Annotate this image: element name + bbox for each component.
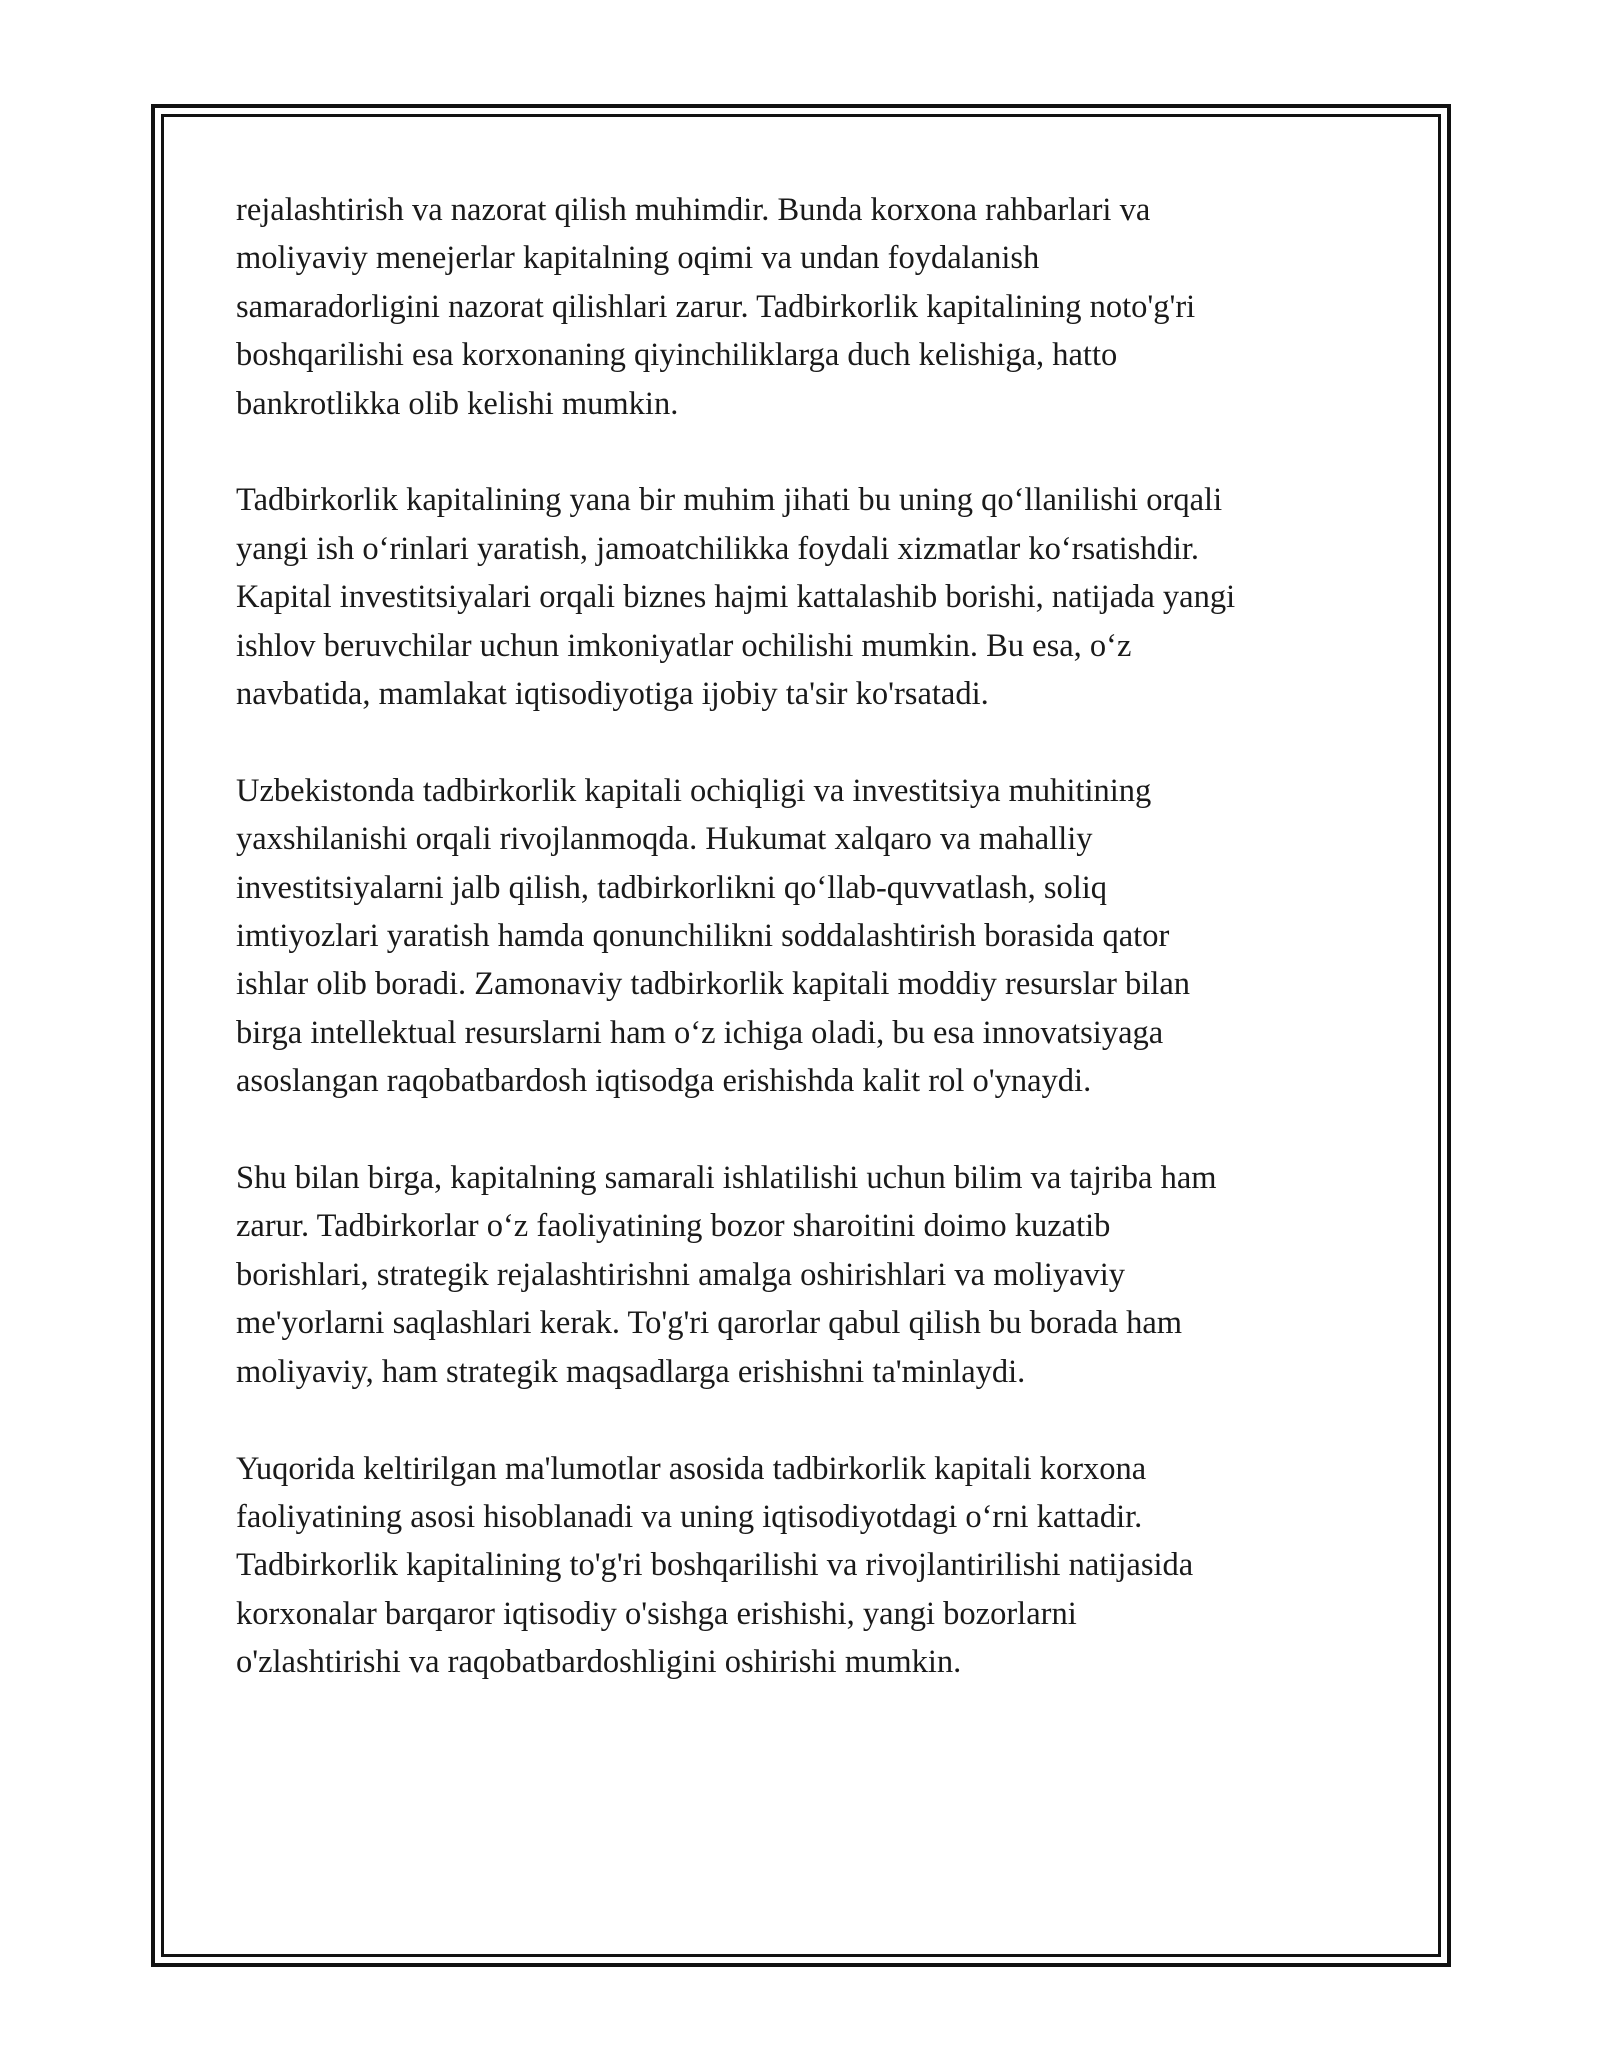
paragraph-2 bbox=[236, 476, 1406, 718]
text-line: yangi ish o‘rinlari yaratish, jamoatchilikka foydali xizmatlar ko‘rsatishdir. bbox=[236, 530, 1200, 567]
document-body bbox=[236, 186, 1406, 1735]
text-line: zarur. Tadbirkorlar o‘z faoliyatining bozor sharoitini doimo kuzatib bbox=[236, 1208, 1111, 1245]
text-line: Kapital investitsiyalari orqali biznes hajmi kattalashib borishi, natijada yangi bbox=[236, 579, 1236, 616]
paragraph-3 bbox=[236, 767, 1406, 1106]
text-line: ishlov beruvchilar uchun imkoniyatlar ochilishi mumkin. Bu esa, o‘z bbox=[236, 627, 1132, 664]
text-line: bankrotlikka olib kelishi mumkin. bbox=[236, 385, 679, 422]
paragraph-4 bbox=[236, 1154, 1406, 1396]
paragraph-1 bbox=[236, 186, 1406, 428]
text-line: asoslangan raqobatbardosh iqtisodga erishishda kalit rol o'ynaydi. bbox=[236, 1063, 1092, 1100]
text-line: faoliyatining asosi hisoblanadi va uning iqtisodiyotdagi o‘rni kattadir. bbox=[236, 1498, 1143, 1535]
text-line: yaxshilanishi orqali rivojlanmoqda. Hukumat xalqaro va mahalliy bbox=[236, 821, 1093, 858]
text-line: boshqarilishi esa korxonaning qiyinchiliklarga duch kelishiga, hatto bbox=[236, 337, 1118, 374]
text-line: samaradorligini nazorat qilishlari zarur. Tadbirkorlik kapitalining noto'g'ri bbox=[236, 288, 1196, 325]
text-line: korxonalar barqaror iqtisodiy o'sishga erishishi, yangi bozorlarni bbox=[236, 1595, 1077, 1632]
text-line: me'yorlarni saqlashlari kerak. To'g'ri qarorlar qabul qilish bu borada ham bbox=[236, 1305, 1183, 1342]
text-line: o'zlashtirishi va raqobatbardoshligini oshirishi mumkin. bbox=[236, 1644, 962, 1681]
text-line: Shu bilan birga, kapitalning samarali ishlatilishi uchun bilim va tajriba ham bbox=[236, 1160, 1217, 1197]
text-line: moliyaviy menejerlar kapitalning oqimi va undan foydalanish bbox=[236, 240, 1040, 277]
text-line: navbatida, mamlakat iqtisodiyotiga ijobiy ta'sir ko'rsatadi. bbox=[236, 676, 989, 713]
text-line: Yuqorida keltirilgan ma'lumotlar asosida tadbirkorlik kapitali korxona bbox=[236, 1450, 1147, 1487]
text-line: investitsiyalarni jalb qilish, tadbirkorlikni qo‘llab-quvvatlash, soliq bbox=[236, 869, 1108, 906]
text-line: ishlar olib boradi. Zamonaviy tadbirkorlik kapitali moddiy resurslar bilan bbox=[236, 966, 1191, 1003]
text-line: rejalashtirish va nazorat qilish muhimdir. Bunda korxona rahbarlari va bbox=[236, 192, 1151, 228]
text-line: birga intellektual resurslarni ham o‘z ichiga oladi, bu esa innovatsiyaga bbox=[236, 1014, 1164, 1051]
paragraph-5 bbox=[236, 1445, 1406, 1687]
text-line: borishlari, strategik rejalashtirishni amalga oshirishlari va moliyaviy bbox=[236, 1256, 1126, 1293]
text-line: Uzbekistonda tadbirkorlik kapitali ochiqligi va investitsiya muhitining bbox=[236, 772, 1152, 809]
text-line: moliyaviy, ham strategik maqsadlarga erishishni ta'minlaydi. bbox=[236, 1353, 1026, 1390]
text-line: Tadbirkorlik kapitalining to'g'ri boshqarilishi va rivojlantirilishi natijasida bbox=[236, 1547, 1194, 1584]
text-line: imtiyozlari yaratish hamda qonunchilikni soddalashtirish borasida qator bbox=[236, 918, 1170, 955]
text-line: Tadbirkorlik kapitalining yana bir muhim jihati bu uning qo‘llanilishi orqali bbox=[236, 482, 1223, 519]
